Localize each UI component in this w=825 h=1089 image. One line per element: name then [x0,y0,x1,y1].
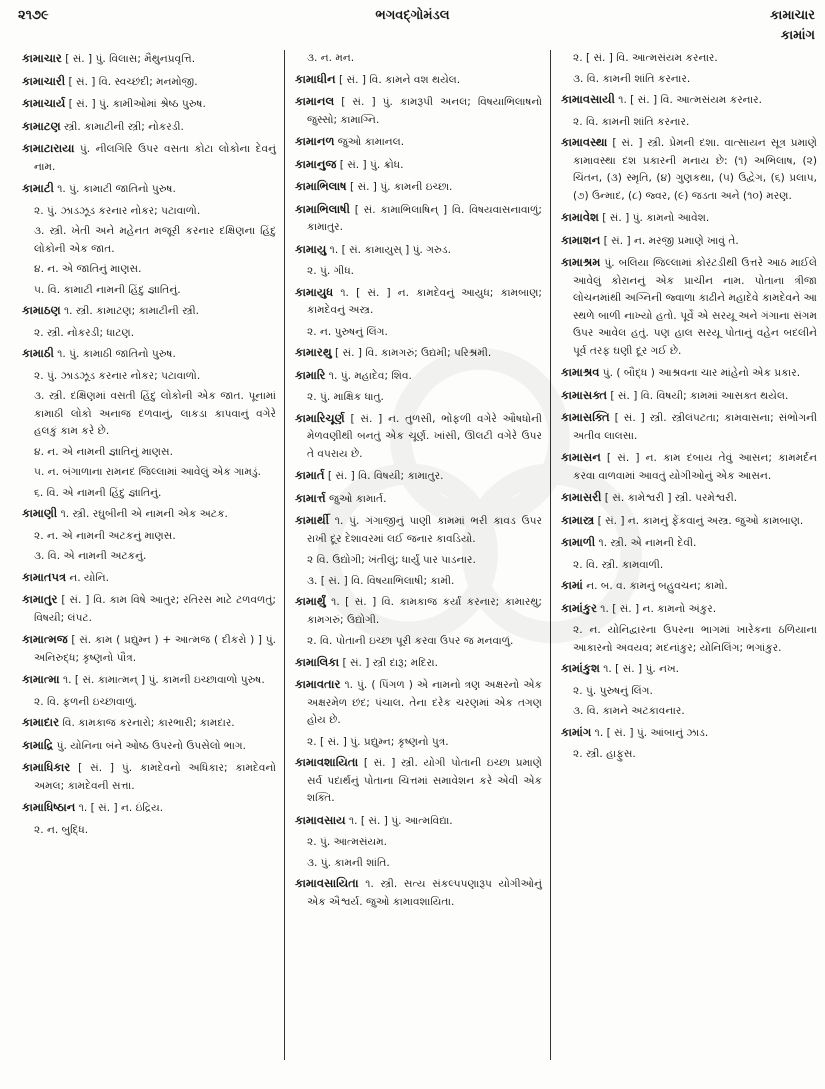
column-2 [284,50,550,1060]
headword: કામારથુ [295,345,332,359]
definition-text: ૩. વિ. કામને અટકાવનાર. [573,705,685,717]
definition-text: ૪. ન. એ નામની જ્ઞાતિનું માણસ. [34,445,173,458]
dictionary-entry [295,654,542,673]
headword: કામાંકુશ [561,661,600,675]
dictionary-entry [561,600,817,619]
dictionary-entry [22,95,276,114]
definition-text: [ સં. ] ન. કામનું ફેંકવાનું અસ્ત્ર. જુઓ કામબાણ. [594,514,804,527]
definition-text: [ સં. ] સ્ત્રી. સ્ત્રીલંપટતા; કામવાસના; સંભોગની અતીવ લાલસા. [573,412,817,442]
definition-text: ૨. પું. ઝાડઝૂડ કરનાર નોકર; પટાવાળો. [34,369,201,382]
entry-sense [22,822,276,840]
dictionary-entry [22,631,276,667]
dictionary-entry [295,875,542,911]
dictionary-entry [561,660,817,679]
entry-sense [22,694,276,712]
definition-text: [ સં. ] વિ. કામ વિષે આતુર; રતિરસ માટે ટળવળતું; વિષયી; લંપટ. [34,594,276,624]
dictionary-entry [295,241,542,260]
dictionary-entry [561,91,817,110]
entry-sense [295,50,542,68]
entry-sense [295,734,542,752]
definition-text: ૩. વિ. એ નામની અટકનું. [34,550,147,562]
entry-sense [22,261,276,279]
headword: કામાચારી [22,73,66,88]
dictionary-entry [22,569,276,588]
definition-text: ૨. વિ. કામની શાંતિ કરનાર. [573,115,690,128]
definition-text: [ સં. કામેશ્વરી ] સ્ત્રી. પરમેશ્વરી. [601,492,738,504]
headword: કામાતપત્ર [22,569,67,584]
headword: કામારિ [295,367,326,382]
definition-text: ૧. [ સં. કામાયુસ્ ] પું. ગરુડ. [326,243,451,256]
dictionary-entry [22,671,276,690]
headword: કામાનુજ [295,156,337,171]
definition-text: ૨. ન. પુરુષનું લિંગ. [307,325,388,338]
definition-text: પું. નીલગિરિ ઉપર વસતા કોટા લોકોના દેવનું નામ. [34,143,276,173]
dictionary-columns [22,50,817,1080]
dictionary-entry [295,676,542,730]
headword: કામાવતાર [295,677,341,691]
definition-text: [ સં. ] પું. કામની ઇચ્છા. [346,181,453,193]
dictionary-entry [295,812,542,831]
headword: કામાંગ [561,724,592,739]
entry-sense [22,485,276,503]
definition-text: ૩. સ્ત્રી. ખેતી અને મહેનત મજૂરી કરનાર દક્ષિણના હિંદુ લોકોની એક જાત. [34,225,276,255]
guide-word-last: કામાંગ [780,28,815,43]
definition-text: ૩. પું. કામની શાંતિ. [307,856,390,869]
headword: કામાશન [561,232,601,247]
definition-text: ૨. પું. આત્મસંયમ. [307,836,388,848]
page-header [0,0,825,50]
dictionary-entry [295,156,542,175]
entry-sense [561,683,817,701]
dictionary-entry [22,73,276,92]
headword: કામાભિલાષ [295,179,347,193]
definition-text: [ સં. કામાભિલાષિન્ ] વિ. વિષયવાસનાવાળું; કામાતુર. [307,203,542,233]
definition-text: ૧. સ્ત્રી. રઘુબીની એ નામની એક અટક. [57,508,228,520]
definition-text: [ સં. ] પું. કામદેવનો અધિકાર; કામદેવનો અમલ; કામદેવની સત્તા. [34,762,276,792]
headword: કામાચાર [22,51,62,65]
definition-text: ૩. સ્ત્રી. દક્ષિણમાં વસતી હિંદુ લોકોની એક જાત. પૂનામાં કામાઠી લોકો અનાજ દળવાનું, લાકડા કાપવાનું વગેરે હલકું કામ કરે છે. [34,390,276,437]
headword: કામાસરી [561,490,602,504]
book-title: ભગવદ્ગોમંડલ [375,8,450,23]
definition-text: [ સં. ] ન. મરજી પ્રમાણે ખાવું તે. [600,234,739,247]
headword: કામાતુર [22,592,58,606]
dictionary-entry [22,759,276,795]
headword: કામાંકુર [561,600,597,615]
entry-sense [22,203,276,221]
definition-text: [ સં. ] પું. વિલાસ; મૈથુનપ્રવૃત્તિ. [61,53,196,65]
dictionary-entry [295,512,542,548]
headword: કામાવશાયિતા [295,755,359,769]
headword: કામાચાર્ય [22,96,66,110]
dictionary-entry [22,714,276,733]
definition-text: ૨. પું. ગીધ. [307,265,355,277]
dictionary-entry [295,178,542,197]
entry-sense [22,282,276,300]
headword: કામાધિષ્ઠાન [22,800,76,814]
definition-text: ૧. [ સં. ] ન. ઇંદ્રિય. [75,802,164,814]
entry-sense [561,746,817,764]
guide-word-first: કામાચાર [769,8,815,23]
definition-text: ૧. સ્ત્રી. કામાટણ; કામાટીની સ્ત્રી. [60,305,200,317]
headword: કામાર્થું [295,594,326,608]
definition-text: ૨. વિ. સ્ત્રી. કામવાળી. [573,558,664,571]
headword: કામાટી [22,181,54,195]
headword: કામાત્મજ [22,632,68,646]
headword: કામાળી [561,535,596,549]
entry-sense [295,324,542,342]
definition-text: [ સં. ] વિ. સ્વચ્છંદી; મનમોજી. [65,75,198,88]
entry-sense [295,552,542,570]
dictionary-entry [295,410,542,464]
dictionary-entry [561,534,817,553]
definition-text: ૧. પું. કામાઠી જાતિનો પુરુષ. [53,348,176,360]
definition-text: પું. ( બૌદ્ધ ) આશ્રવના ચાર માંહેનો એક પ્રકાર. [599,367,801,379]
definition-text: [ સં. ] વિ. કામગરું; ઉદ્યમી; પરિશ્રમી. [331,347,492,359]
headword: કામાટણ [22,118,61,133]
entry-sense [295,263,542,281]
definition-text: [ સં. ] વિ. વિષયી; કામાતુર. [324,470,444,482]
headword: કામાસન [561,450,601,464]
headword: કામાયુ [295,241,327,256]
headword: કામાદાર [22,715,60,729]
definition-text: ન. યોનિ. [66,571,110,584]
definition-text: [ સં. ] પું. કામનો આવેશ. [598,212,710,224]
definition-text: પું. યોનિના બંને ઓષ્ઠ ઉપરનો ઉપસેલો ભાગ. [53,739,247,752]
headword: કામાભિલાષી [295,201,350,216]
definition-text: ૧. [ સં. ] પું. નખ. [599,663,680,675]
dictionary-entry [22,505,276,524]
definition-text: [ સં. ] ન. તુળસી, ભોંફળી વગેરે ઔષધોની મેળવણીથી બનતું એક ચૂર્ણ. ખાંસી, ઊલટી વગેરે ઉપર તે વપરાય છે. [307,412,542,460]
entry-sense [22,548,276,566]
headword: કામાનળ [295,134,335,148]
headword: કામાયુધ [295,284,334,299]
headword: કામાવસાય [295,812,346,827]
headword: કામાર્ત્ત [295,490,326,505]
dictionary-entry [295,593,542,629]
dictionary-entry [295,201,542,237]
definition-text: ૧. સ્ત્રી. સત્ય સંકલ્પપણારૂપ યોગીઓનું એક ઐશ્વર્ય. જુઓ કામાવશાયિતા. [307,878,542,908]
dictionary-entry [295,71,542,90]
definition-text: ૨. ન. યોનિદ્વારના ઉપરના ભાગમાં ખારેકના ઠળિયાના આકારનો અવયવ; મદનાંકુર; યોનિલિંગ; ભગાંકુર. [573,624,817,654]
headword: કામાવસ્થા [561,135,608,149]
definition-text: ૨. સ્ત્રી. હાફુસ. [573,748,636,760]
entry-sense [22,223,276,258]
headword: કામાશ્રવ [561,365,600,379]
definition-text: ૬. વિ. એ નામની હિંદુ જ્ઞાતિનું. [34,486,162,499]
definition-text: ૧. [ સં. ] ન. કામદેવનું આયુધ; કામબાણ; કામદેવનું અસ્ત્ર. [307,286,542,316]
definition-text: ૨. વિ. ફળની ઇચ્છાવાળું. [34,695,137,708]
definition-text: ૨. ન. બુદ્ધિ. [34,823,89,836]
headword: કામાવસાયી [561,92,615,106]
definition-text: ન. બ. વ. કામનું બહુવચન; કામો. [582,580,728,592]
headword: કામાવેશ [561,210,599,224]
definition-text: ૧. પું. ( પિંગળ ) એ નામનો ત્રણ અક્ષરનો એક અક્ષરમેળ છંદ; પંચાલ. તેના દરેક ચરણમાં એક તગણ હોય છે. [307,679,542,726]
entry-sense [22,528,276,546]
guide-words [770,6,815,46]
dictionary-entry [295,93,542,129]
entry-sense [295,573,542,591]
definition-text: જુઓ કામાનલ. [334,136,405,148]
dictionary-entry [561,387,817,406]
entry-sense [561,71,817,89]
headword: કામાસક્તિ [561,410,610,424]
headword: કામાઠી [22,346,54,360]
dictionary-entry [561,489,817,508]
dictionary-entry [295,367,542,386]
definition-text: ૫. વિ. કામાટી નામની હિંદુ જ્ઞાતિનું. [34,283,181,296]
headword: કામાવસાયિતા [295,876,359,890]
definition-text: સ્ત્રી. કામાટીની સ્ત્રી; નોકરડી. [60,120,184,133]
definition-text: ૧. પું. ગંગાજીનું પાણી કામમાં ભરી કાવડ ઉપર રાખી દૂર દેશાવરમાં લઈ જનાર કાવડિયો. [307,515,542,545]
dictionary-entry [295,467,542,486]
definition-text: [ સં. ] પું. કામીઓમાં શ્રેષ્ઠ પુરુષ. [65,98,206,110]
definition-text: પું. બલિયા જિલ્લામાં કોરંટડીથી ઉત્તરે આઠ માઈલે આવેલું કોરાનનું એક પ્રાચીન નામ. પોતાના ત્રીજા લોચનમાંથી અગ્નિની જ્વાળા કાઢીને મહાદેવે કામદેવને આ સ્થળે બાળી નાખ્યો હતો. પૂર્વે એ સરયૂ અને ગંગાના સંગમ ઉપર આવેલ હતું. પણ હાલ સરયૂ પોતાનું વહેન બદલીને પૂર્વ તરફ ઘણી દૂર ગઈ છે. [573,257,817,357]
dictionary-entry [22,345,276,364]
definition-text: ૧. [ સં. ] ન. કામનો અંકુર. [596,602,717,615]
column-3 [550,50,817,1060]
definition-text: [ સં. કામ ( પ્રદ્યુમ્ન ) + આત્મજ ( દીકરો ) ] પું. અનિરુદ્ધ; કૃષ્ણનો પૌત્ર. [34,634,276,664]
definition-text: ૨. [ સં. ] પું. પ્રદ્યુમ્ન; કૃષ્ણનો પુત્ર. [307,735,449,748]
dictionary-entry [22,799,276,818]
headword: કામાત્મા [22,672,60,686]
entry-sense [561,703,817,721]
dictionary-entry [561,209,817,228]
dictionary-entry [561,134,817,205]
dictionary-entry [561,232,817,251]
headword: કામાધિકાર [22,760,71,774]
headword: કામાધીન [295,71,336,86]
entry-sense [561,114,817,132]
headword: કામાસ્ત્ર [561,512,595,527]
dictionary-entry [295,344,542,363]
dictionary-entry [22,302,276,321]
definition-text: ૧. [ સં. ] પું. આંબાનું ઝાડ. [591,726,709,739]
dictionary-entry [295,284,542,320]
page-number: ૨૧૭૯ [18,8,49,23]
definition-text: ૧. [ સં. ] પું. આત્મવિદ્યા. [345,814,453,827]
headword: કામાર્થી [295,513,329,527]
definition-text: ૩. વિ. કામની શાંતિ કરનાર. [573,72,691,85]
dictionary-entry [561,449,817,485]
entry-sense [295,633,542,651]
entry-sense [22,464,276,482]
dictionary-entry [22,591,276,627]
dictionary-entry [561,577,817,596]
dictionary-entry [561,724,817,743]
headword: કામાણી [22,506,58,520]
definition-text: ૧. પું. મહાદેવ; શિવ. [325,369,412,382]
definition-text: ૨. પું. પુરુષનું લિંગ. [573,684,653,697]
dictionary-entry [561,512,817,531]
headword: કામાનલ [295,94,335,108]
definition-text: ૨. [ સં. ] વિ. આત્મસંયમ કરનાર. [573,52,718,64]
entry-sense [22,368,276,386]
entry-sense [561,50,817,68]
definition-text: ૨. પું. ઝાડઝૂડ કરનાર નોકર; પટાવાળો. [34,204,201,217]
definition-text: ૧. [ સં. ] વિ. કામકાજ કર્યાં કરનાર; કામારથુ; કામગરું; ઉદ્યોગી. [307,596,542,626]
definition-text: ૨. પું. માક્ષિક ધાતુ. [307,391,384,403]
dictionary-entry [22,140,276,176]
definition-text: ૫. ન. બંગાળાના રામનદ જિલ્લામાં આવેલું એક ગામડું. [34,466,262,478]
definition-text: [ સં. ] ન. કામ દબાય તેવું આસન; કામમર્દન કરવા વાળવામાં આવતું યોગીઓનું એક આસન. [573,452,817,482]
definition-text: [ સં. ] સ્ત્રી. યોગી પોતાની ઇચ્છા પ્રમાણે સર્વ પદાર્થનું પોતાના ચિત્તમાં સમાવેશન કરે એવી એક શક્તિ. [307,757,542,804]
definition-text: ૧. [ સં. ] વિ. આત્મસંયમ કરનાર. [614,94,763,106]
definition-text: ૨. ન. એ નામની અટકનું માણસ. [34,529,176,542]
dictionary-entry [22,50,276,69]
definition-text: [ સં. ] પું. ક્રોધ. [336,158,404,171]
definition-text: વિ. કામકાજ કરનારો; કારભારી; કામદાર. [59,717,235,729]
definition-text: [ સં. ] સ્ત્રી. પ્રેમની દશા. વાત્સાયન સૂત્ર પ્રમાણે કામાવસ્થા દશ પ્રકારની મનાય છે: (૧) અભિલાષ, (૨) ચિંતન, (૩) સ્મૃતિ, (૪) ગુણકથા, (૫) ઉદ્વેગ, (૬) પ્રલાપ, (૭) ઉન્માદ, (૮) જ્વર, (૯) જડતા અને (૧૦) મરણ. [573,137,817,202]
dictionary-entry [561,409,817,445]
definition-text: ૨ વિ. ઉદ્યોગી; ખંતીલું; ધાર્યું પાર પાડનાર. [307,554,476,566]
dictionary-entry [561,364,817,383]
definition-text: ૪. ન. એ જાતિનું માણસ. [34,263,142,275]
headword: કામાલિકા [295,654,340,669]
dictionary-entry [22,737,276,756]
definition-text: ૧. [ સં. કામાત્મન્ ] પું. કામની ઇચ્છાવાળો પુરુષ. [59,674,265,686]
entry-sense [22,388,276,441]
headword: કામારિચૂર્ણ [295,410,345,425]
dictionary-entry [561,254,817,360]
headword: કામાઠણ [22,303,61,317]
definition-text: [ સં. ] પું. કામરૂપી અનલ; વિષયાભિલાષનો જુસ્સો; કામાગ્નિ. [307,96,542,126]
entry-sense [22,325,276,343]
headword: કામાર્ત [295,468,325,482]
entry-sense [561,622,817,657]
entry-sense [295,389,542,407]
dictionary-entry [22,118,276,137]
definition-text: ૩. [ સં. ] વિ. વિષયાભિલાષી; કામી. [307,574,455,587]
definition-text: ૧. સ્ત્રી. એ નામની દેવી. [595,537,697,549]
headword: કામાસક્ત [561,387,608,402]
column-1 [22,50,284,1080]
definition-text: જુઓ કામાર્ત. [325,492,387,505]
headword: કામાદ્રિ [22,737,54,752]
headword: કામાટારાયા [22,141,75,155]
definition-text: [ સં. ] સ્ત્રી દારૂ; મદિરા. [339,656,438,669]
headword: કામાં [561,578,583,592]
headword: કામાશ્રમ [561,255,601,269]
dictionary-entry [295,754,542,808]
definition-text: ૨. વિ. પોતાની ઇચ્છા પૂરી કરવા ઉપર જ મનવાળું. [307,635,514,647]
definition-text: ૨. સ્ત્રી. નોકરડી; ધાટણ. [34,326,135,339]
entry-sense [295,834,542,852]
dictionary-entry [22,180,276,199]
entry-sense [22,444,276,462]
definition-text: ૧. પું. કામાટી જાતિનો પુરુષ. [53,183,176,195]
dictionary-entry [295,490,542,509]
entry-sense [561,557,817,575]
definition-text: [ સં. ] વિ. વિષયી; કામમાં આસક્ત થયેલ. [607,389,789,402]
dictionary-entry [295,133,542,152]
definition-text: [ સં. ] વિ. કામને વશ થયેલ. [335,73,461,86]
definition-text: ૩. ન. મન. [307,52,355,64]
entry-sense [295,855,542,873]
